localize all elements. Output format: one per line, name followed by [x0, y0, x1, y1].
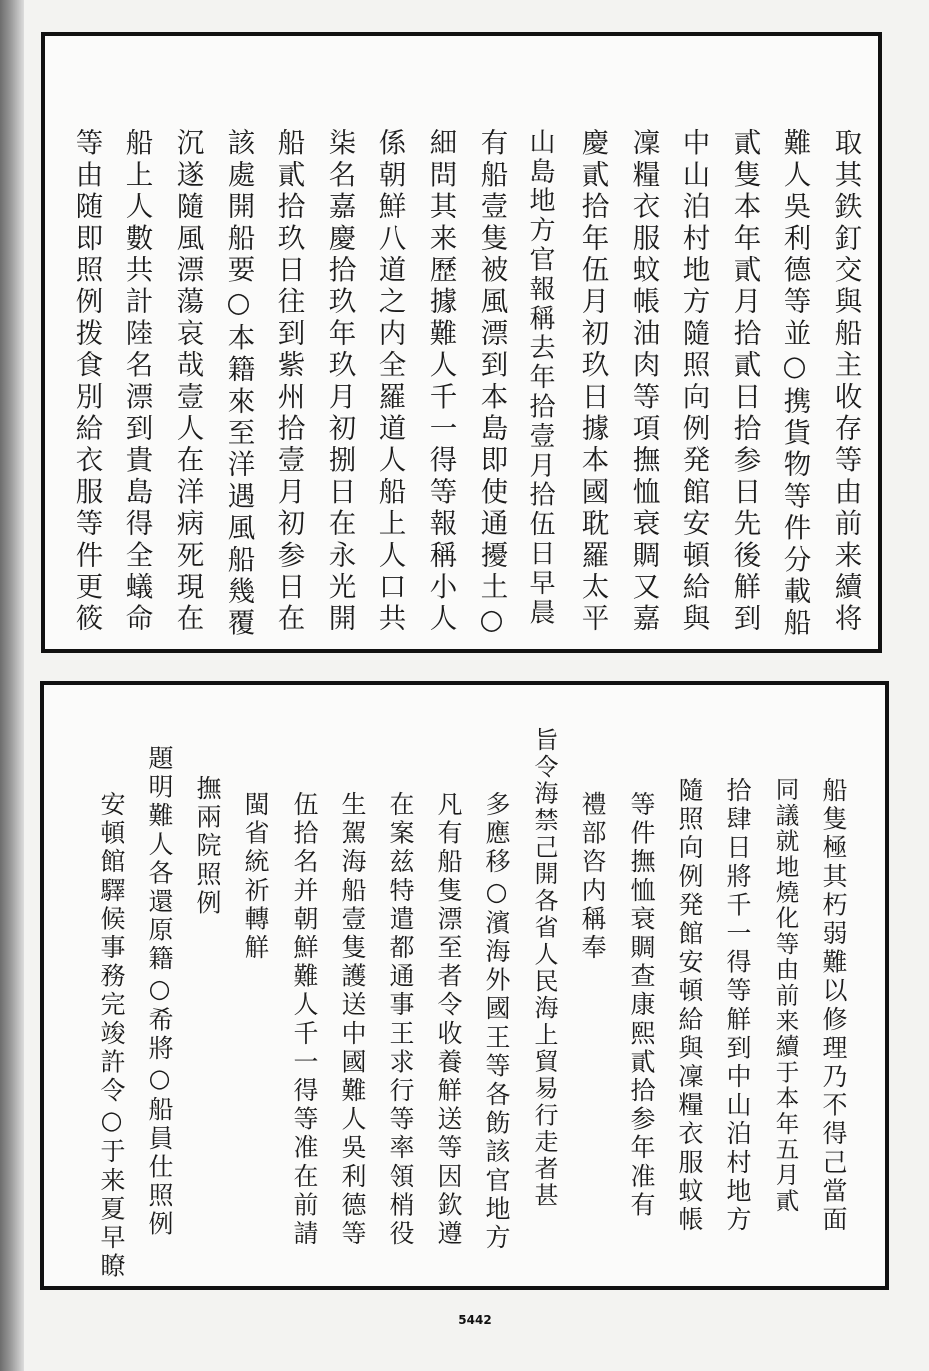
text-column: 係朝鮮八道之内全羅道人船上人口共: [373, 128, 406, 636]
text-column: 閩省統祈轉觧: [241, 791, 270, 963]
text-column: 伍拾名并朝鮮難人千一得等准在前請: [290, 791, 319, 1249]
text-column: 中山泊村地方隨照向例発館安頓給與: [677, 128, 710, 636]
text-column: 等由随即照例拨食別給衣服等件更筱: [70, 128, 103, 636]
text-column: 慶貳拾年伍月初玖日據本國耽羅太平: [576, 128, 609, 636]
text-column: 生駕海船壹隻護送中國難人吳利德等: [338, 791, 367, 1249]
text-column: 凜糧衣服蚊帳油肉等項撫恤衰賙又嘉: [627, 128, 660, 636]
text-column: 貳隻本年貳月拾貳日拾参日先後觧到: [728, 128, 761, 636]
text-column: 在案兹特遣都通事王求行等率領梢役: [386, 791, 415, 1249]
page-number: 5442: [458, 1313, 492, 1327]
text-column: 柒名嘉慶拾玖年玖月初捌日在永光開: [323, 128, 356, 636]
text-column: 凡有船隻漂至者令收養觧送等因欽遵: [434, 791, 463, 1249]
text-column: 同議就地燒化等由前来續于本年五月貳: [771, 777, 800, 1214]
bottom-text-panel: [40, 681, 889, 1290]
text-column: 山島地方官報稱去年拾壹月拾伍日早晨: [525, 128, 555, 628]
text-column: 有船壹隻被風漂到本島即使通擾土○: [475, 128, 508, 640]
text-column: 撫兩院照例: [193, 775, 222, 918]
text-column: 船貳拾玖日往到紫州拾壹月初参日在: [272, 128, 305, 636]
text-column: 船隻極其朽弱難以修理乃不得己當面: [819, 777, 848, 1235]
text-column: 旨令海禁己開各省人民海上貿易行走者甚: [530, 727, 558, 1210]
binding-gutter: [0, 0, 24, 1371]
text-column: 難人吳利德等並○携貨物等件分載船: [778, 128, 811, 640]
text-column: 隨照向例発館安頓給與凜糧衣服蚊帳: [675, 777, 704, 1235]
text-column: 多應移○濱海外國王等各飭該官地方: [482, 791, 511, 1253]
text-column: 禮部咨内稱奉: [578, 791, 607, 963]
text-column: 船上人數共計陸名漂到貴島得全蟻命: [120, 128, 153, 636]
text-column: 取其鉄釘交與船主收存等由前来續将: [829, 128, 862, 636]
text-column: 沉遂隨風漂蕩哀哉壹人在洋病死現在: [171, 128, 204, 636]
text-column: 拾肆日將千一得等觧到中山泊村地方: [723, 777, 752, 1235]
text-column: 該處開船要○本籍來至洋遇風船幾覆: [222, 128, 255, 640]
top-text-panel: [41, 32, 882, 653]
text-column: 安頓館驛候事務完竣許令○于来夏早瞭: [97, 791, 126, 1282]
text-column: 等件撫恤衰賙查康熙貳拾参年准有: [627, 791, 656, 1220]
text-column: 細問其来歷據難人千一得等報稱小人: [424, 128, 457, 636]
text-column: 題明難人各還原籍○希將○船員仕照例: [145, 745, 174, 1240]
